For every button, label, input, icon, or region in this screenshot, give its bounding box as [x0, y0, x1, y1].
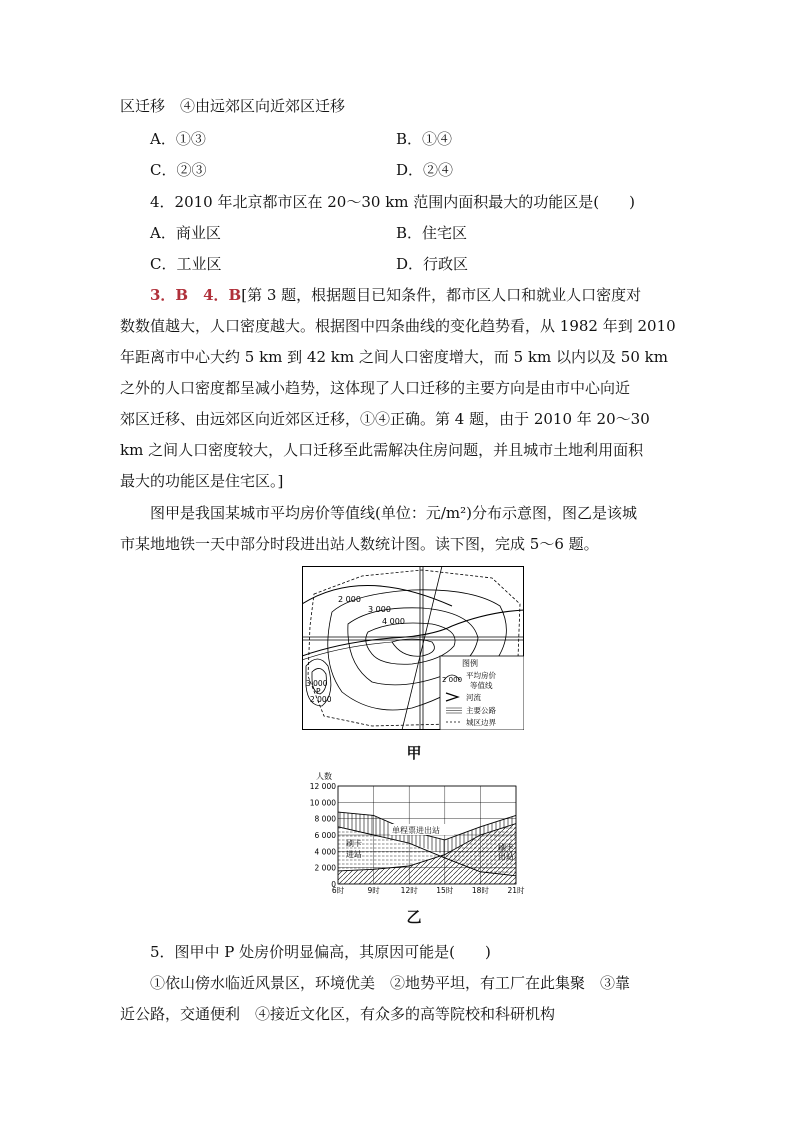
map-label-p-2000: 2 000 [310, 695, 332, 704]
legend-iso-text1: 平均房价 [466, 671, 496, 680]
map-label-p: P [316, 687, 321, 696]
q5-line-1: ①依山傍水临近风景区，环境优美 ②地势平坦，有工厂在此集聚 ③靠 [150, 974, 631, 992]
legend-iso-value: 2 000 [442, 676, 463, 684]
map-caption: 甲 [406, 744, 422, 762]
explanation-line-5: 郊区迁移、由远郊区向近郊区迁移，①④正确。第 4 题，由于 2010 年 20～30 [120, 410, 650, 428]
legend-boundary: 城区边界 [466, 718, 496, 727]
label-single: 单程票进出站 [392, 826, 440, 835]
explanation-line-3: 年距离市中心大约 5 km 到 42 km 之间人口密度增大，而 5 km 以内以及 50 km [120, 348, 668, 366]
chart-xtick-label: 6时 [331, 886, 345, 895]
q5-line-2: 近公路，交通便利 ④接近文化区，有众多的高等院校和科研机构 [120, 1005, 556, 1023]
chart-ytick-label: 12 000 [309, 782, 336, 791]
legend-title: 图例 [462, 659, 478, 668]
subway-chart [298, 770, 526, 900]
map-label-p-3000: 3 000 [306, 679, 328, 688]
explanation-line-6: km 之间人口密度较大，人口迁移至此需解决住房问题，并且城市土地利用面积 [120, 441, 644, 459]
chart-xtick-label: 9时 [367, 886, 380, 895]
label-out-card-2: 出站 [498, 852, 514, 861]
q5-stem: 5．图甲中 P 处房价明显偏高，其原因可能是( ) [150, 943, 491, 961]
explanation-line-1 [150, 285, 641, 305]
q4-stem: 4．2010 年北京都市区在 20～30 km 范围内面积最大的功能区是( ) [150, 193, 635, 211]
explanation-line-7: 最大的功能区是住宅区。] [120, 472, 284, 490]
chart-xtick-label: 12时 [400, 886, 418, 895]
chart-xtick-label: 21时 [507, 886, 525, 895]
map-label-2000: 2 000 [338, 595, 361, 604]
chart-ytick-label: 10 000 [309, 798, 336, 808]
label-in-card-1: 刷卡 [346, 839, 362, 848]
q3-option-d: D．②④ [396, 161, 454, 179]
legend-iso-text2: 等值线 [470, 681, 493, 690]
q4-option-c: C．工业区 [150, 255, 222, 273]
chart-ytick-label: 0 [331, 880, 336, 889]
chart-xtick-label: 15时 [436, 886, 454, 895]
q3-option-c: C．②③ [150, 161, 207, 179]
explanation-line-4: 之外的人口密度都呈减小趋势，这体现了人口迁移的主要方向是由市中心向近 [120, 379, 631, 397]
map-figure [302, 566, 524, 730]
legend-road: 主要公路 [466, 706, 496, 715]
explanation-line-2: 数数值越大，人口密度越大。根据图中四条曲线的变化趋势看，从 1982 年到 2010 [120, 317, 676, 335]
q3-stem-cont: 区迁移 ④由远郊区向近郊区迁移 [120, 97, 346, 115]
q3-option-a: A．①③ [150, 130, 206, 148]
legend-river: 河流 [466, 693, 481, 702]
chart-ytick-label: 6 000 [314, 831, 336, 840]
intro-line-2: 市某地地铁一天中部分时段进出站人数统计图。读下图，完成 5～6 题。 [120, 535, 599, 553]
label-out-card-1: 刷卡 [498, 843, 514, 852]
chart-ytick-label: 2 000 [314, 863, 336, 873]
chart-ytick-label: 8 000 [314, 814, 336, 824]
q4-option-d: D．行政区 [396, 255, 469, 273]
chart-caption: 乙 [406, 908, 422, 926]
chart-ytick-label: 4 000 [314, 847, 336, 857]
chart-ylabel: 人数 [316, 772, 332, 781]
q3-option-b: B．①④ [396, 130, 453, 148]
explanation-text-1: [第 3 题，根据题目已知条件，都市区人口和就业人口密度对 [241, 286, 642, 304]
q4-option-a: A．商业区 [150, 224, 221, 242]
map-legend [440, 656, 524, 730]
map-label-3000: 3 000 [368, 605, 391, 614]
q4-option-b: B．住宅区 [396, 224, 468, 242]
map-label-4000: 4 000 [382, 617, 405, 626]
intro-line-1: 图甲是我国某城市平均房价等值线(单位：元/m²)分布示意图，图乙是该城 [150, 504, 637, 522]
label-in-card-2: 进站 [346, 850, 362, 859]
answer-label: 3．B 4．B [150, 286, 242, 304]
chart-xtick-label: 18时 [471, 886, 489, 895]
